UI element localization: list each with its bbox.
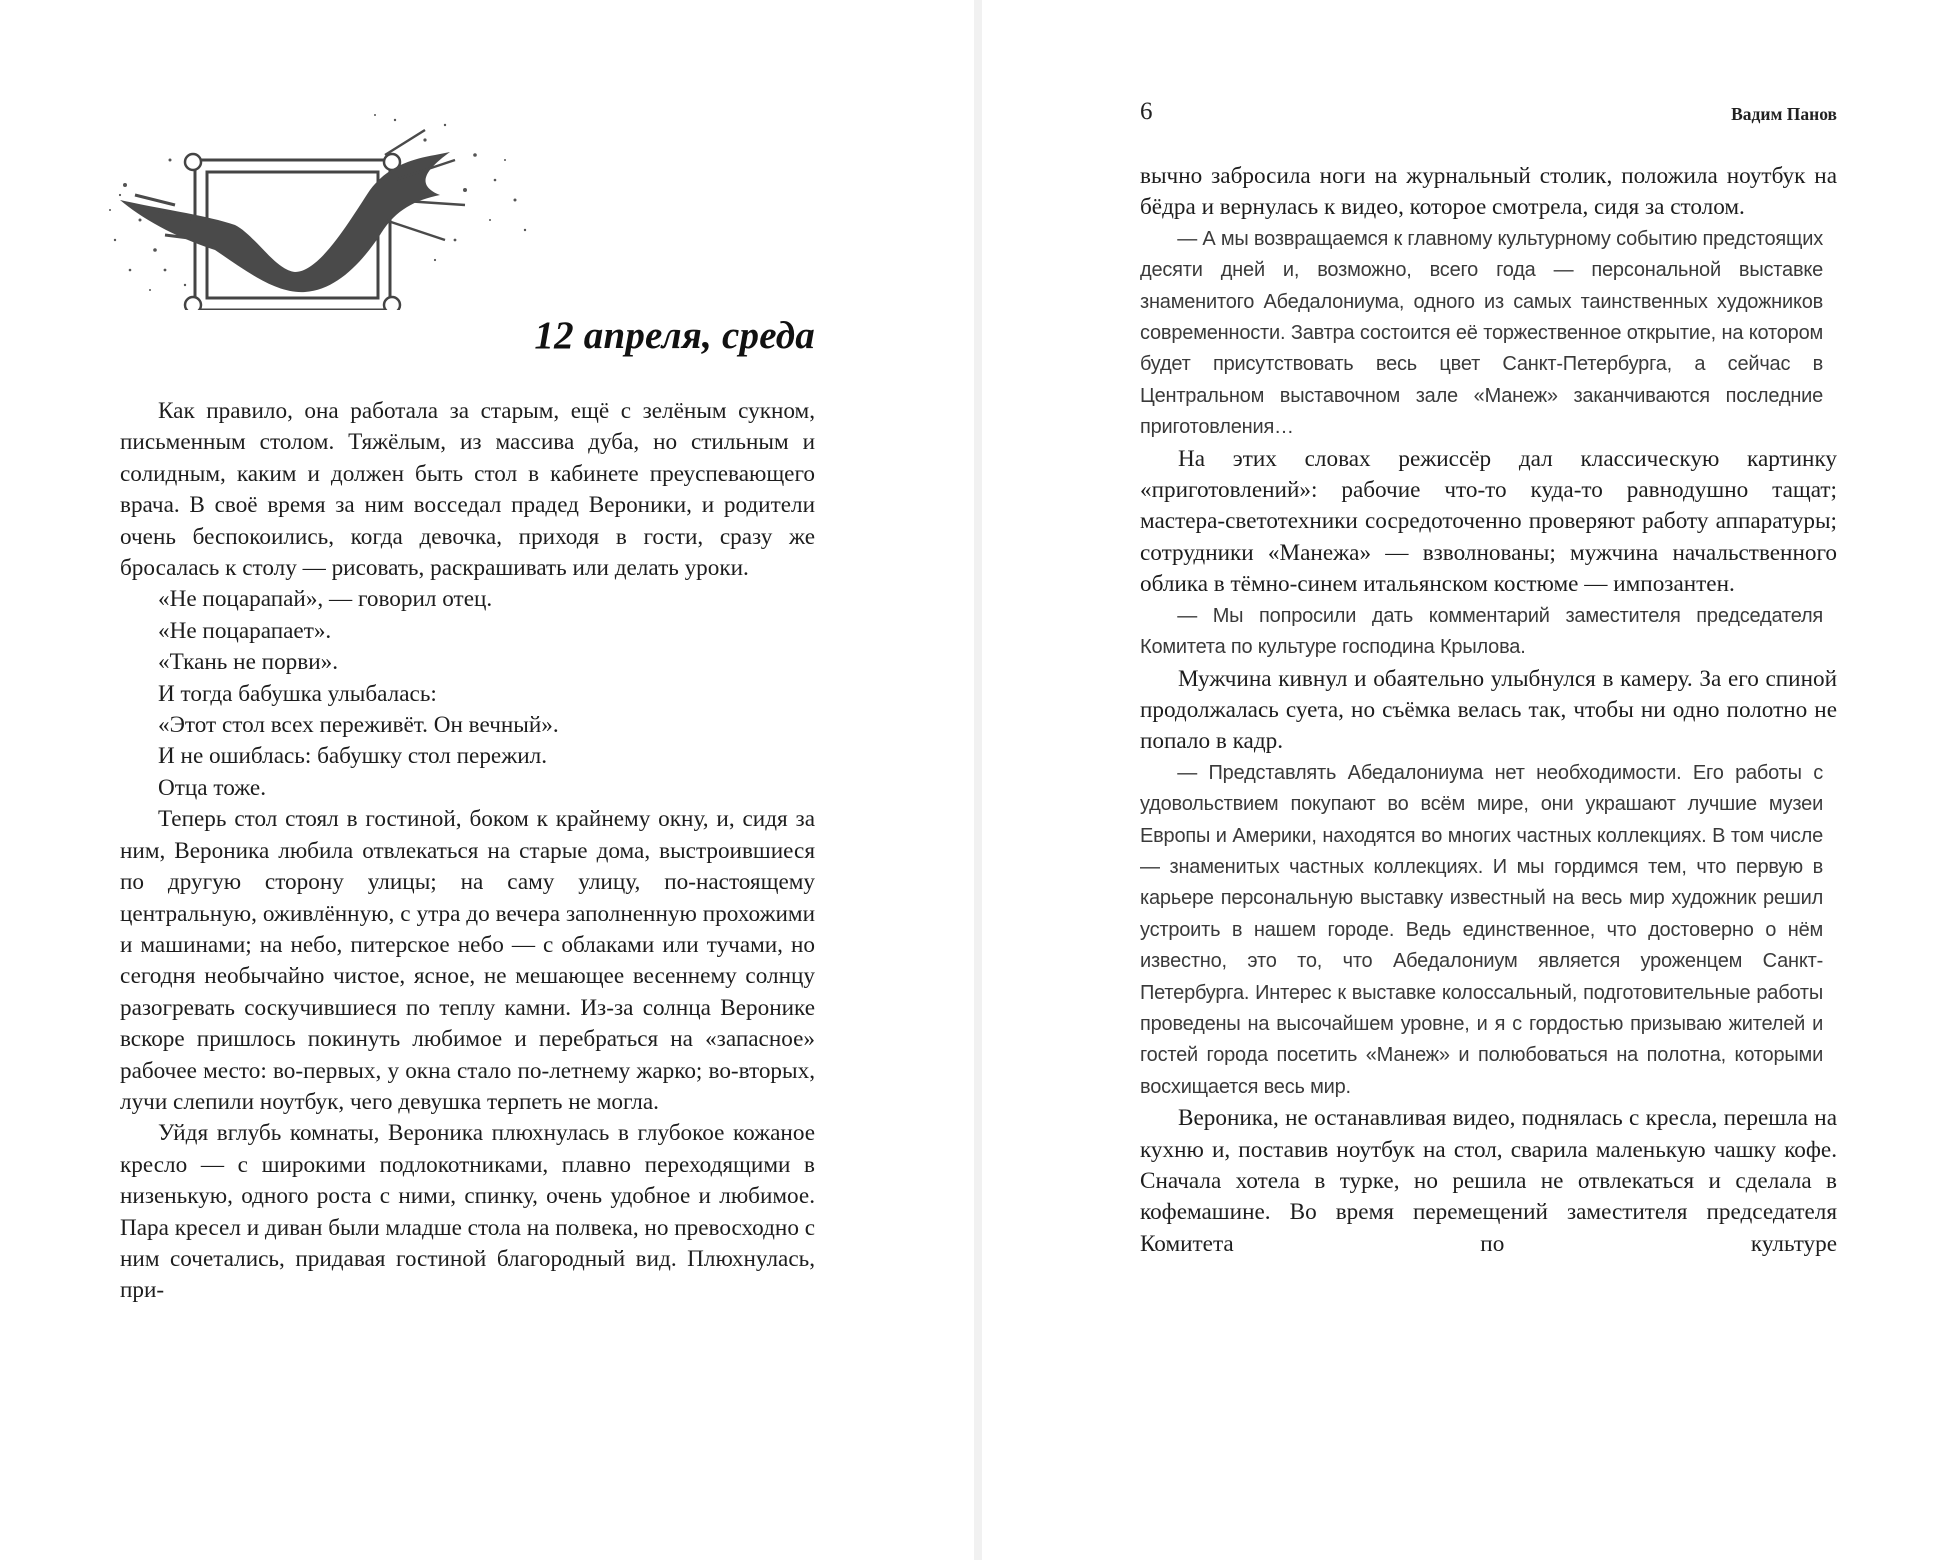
paragraph: Уйдя вглубь комнаты, Вероника плюхнулась в глубокое кожаное кресло — с широкими подлокотниками, плавно переходящими в низенькую, одного роста с ними, спинку, очень удобное и любимое. Пара кресел и диван были младше стола на полвека, но превосходно с ним сочетались, придавая гостиной благородный вид. Плюхнулась, при-: [120, 1120, 815, 1304]
tv-speech-paragraph: — А мы возвращаемся к главному культурному событию предстоящих десяти дней и, возможно, всего года — персональной выставке знаменитого Абедалониума, одного из самых таинственных художников современности. Завтра состоится её торжественное открытие, на котором будет присутствовать весь цвет Санкт-Петербурга, а сейчас в Центральном выставочном зале «Манеж» заканчиваются последние приготовления…: [1140, 227, 1824, 439]
running-header-author: Вадим Панов: [1731, 104, 1837, 124]
page-number: 6: [1140, 98, 1153, 125]
tv-speech-paragraph: — Представлять Абедалониума нет необходимости. Его работы с удовольствием покупают во всём мире, они украшают лучшие музеи Европы и Америки, находятся во многих частных коллекциях. В том числе — знаменитых частных коллекциях. И мы гордимся тем, что первую в карьере персональную выставку известный на весь мир художник решил устроить в нашем городе. Ведь единственное, что достоверно о нём известно, это то, что Абедалониум является уроженцем Санкт-Петербурга. Интерес к выставке колоссальный, подготовительные работы проведены на высочайшем уровне, и я с гордостью призываю жителей и гостей города посетить «Манеж» и полюбоваться на полотна, которыми восхищается весь мир.: [1140, 761, 1824, 1098]
right-page: [982, 0, 1958, 1560]
paragraph: На этих словах режиссёр дал классическую картинку «приготовлений»: рабочие что-то куда-то равнодушно тащат; мастера-светотехники сосредоточенно проверяют работу аппаратуры; сотрудники «Манежа» — взволнованы; мужчина начальственного облика в тёмно-синем итальянском костюме — импозантен.: [1140, 445, 1837, 598]
paragraph: «Ткань не порви».: [158, 649, 339, 676]
paragraph: И не ошиблась: бабушку стол пережил.: [158, 743, 548, 770]
paragraph: «Этот стол всех переживёт. Он вечный».: [158, 712, 559, 739]
left-page-body: [120, 396, 815, 1307]
ink-bird-frame-illustration-icon: [95, 100, 540, 310]
paragraph: «Не поцарапай», — говорил отец.: [158, 586, 493, 613]
paragraph: вычно забросила ноги на журнальный столик, положила ноутбук на бёдра и вернулась к видео, которое смотрела, сидя за столом.: [1140, 163, 1837, 221]
paragraph: Отца тоже.: [158, 774, 267, 801]
paragraph: Мужчина кивнул и обаятельно улыбнулся в камеру. За его спиной продолжалась суета, но съёмка велась так, чтобы ни одно полотно не попало в кадр.: [1140, 665, 1837, 755]
paragraph: И тогда бабушка улыбалась:: [158, 680, 437, 707]
paragraph: Теперь стол стоял в гостиной, боком к крайнему окну, и, сидя за ним, Вероника любила отвлекаться на старые дома, выстроившиеся по другую сторону улицы; на саму улицу, по-настоящему центральную, оживлённую, с утра до вечера заполненную прохожими и машинами; на небо, питерское небо — с облаками или тучами, но сегодня необычайно чистое, ясное, не мешающее весеннему солнцу разогревать соскучившиеся по теплу камни. Из-за солнца Веронике вскоре пришлось покинуть любимое и перебраться на «запасное» рабочее место: во-первых, у окна стало по-летнему жарко; во-вторых, лучи слепили ноутбук, чего девушка терпеть не могла.: [120, 806, 815, 1115]
left-page: [0, 0, 974, 1560]
paragraph: «Не поцарапает».: [158, 617, 332, 644]
chapter-title: 12 апреля, среда: [534, 314, 815, 357]
tv-speech-paragraph: — Мы попросили дать комментарий заместителя председателя Комитета по культуре господина Крылова.: [1140, 604, 1824, 659]
running-header: [1140, 98, 1837, 130]
right-page-body: [1140, 161, 1837, 1260]
book-gutter: [974, 0, 982, 1560]
paragraph: Как правило, она работала за старым, ещё с зелёным сукном, письменным столом. Тяжёлым, из массива дуба, но стильным и солидным, каким и должен быть стол в кабинете преуспевающего врача. В своё время за ним восседал прадед Вероники, и родители очень беспокоились, когда девочка, приходя в гости, сразу же бросалась к столу — рисовать, раскрашивать или делать уроки.: [120, 398, 815, 582]
paragraph: Вероника, не останавливая видео, поднялась с кресла, перешла на кухню и, поставив ноутбук на стол, сварила маленькую чашку кофе. Сначала хотела в турке, но решила не отвлекаться и сделала в кофемашине. Во время перемещений заместителя председателя Комитета по культуре: [1140, 1105, 1837, 1257]
